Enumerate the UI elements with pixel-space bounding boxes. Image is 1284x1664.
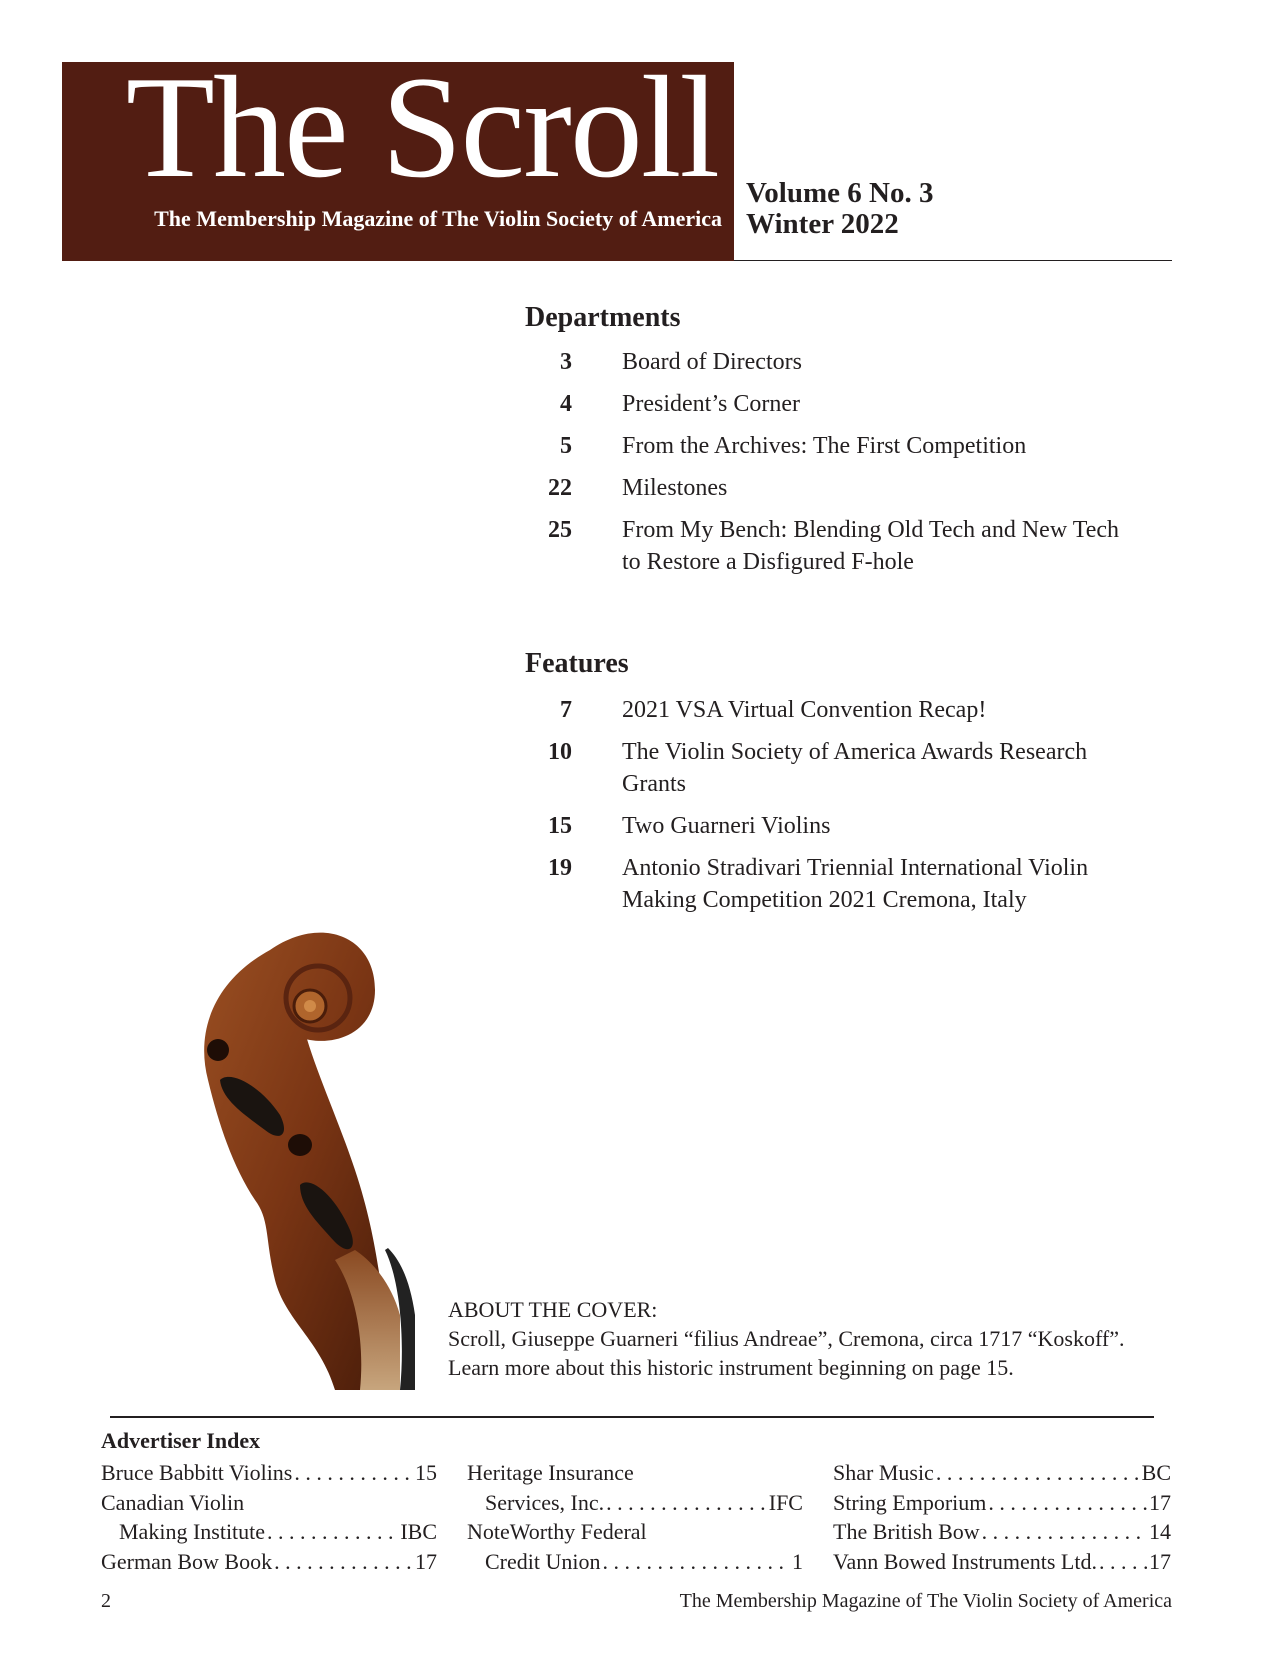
advertiser-entry[interactable] xyxy=(833,1458,1171,1488)
issue-season: Winter 2022 xyxy=(746,208,899,240)
toc-item[interactable] xyxy=(520,514,1160,578)
dot-leader xyxy=(294,1458,413,1488)
advertiser-entry[interactable] xyxy=(467,1458,803,1488)
advertiser-name: Services, Inc. xyxy=(485,1489,605,1515)
toc-page-number: 7 xyxy=(560,697,572,723)
advertiser-entry[interactable] xyxy=(467,1547,803,1577)
toc-item[interactable] xyxy=(520,430,1160,462)
advertiser-page: BC xyxy=(1141,1460,1171,1485)
issue-volume: Volume 6 No. 3 xyxy=(746,177,934,209)
toc-page-number: 22 xyxy=(548,475,572,501)
toc-page-number: 4 xyxy=(560,391,572,417)
footer-text: The Membership Magazine of The Violin Society of America xyxy=(679,1590,1172,1612)
toc-title: Two Guarneri Violins xyxy=(622,813,831,839)
advertiser-name: German Bow Book xyxy=(101,1548,273,1574)
header-divider xyxy=(734,260,1172,261)
dot-leader xyxy=(1099,1547,1147,1577)
advertiser-column xyxy=(467,1458,803,1576)
dot-leader xyxy=(274,1547,413,1577)
toc-page-number: 10 xyxy=(548,739,572,765)
advertiser-page: 17 xyxy=(415,1548,437,1574)
cover-caption-line: Learn more about this historic instrument beginning on page 15. xyxy=(448,1355,1014,1380)
about-the-cover xyxy=(448,1295,1124,1382)
cover-heading: ABOUT THE COVER: xyxy=(448,1297,658,1322)
masthead-banner xyxy=(62,46,734,261)
advertiser-page: 1 xyxy=(792,1548,803,1574)
advertiser-divider xyxy=(110,1416,1154,1418)
departments-list xyxy=(520,346,1160,578)
dot-leader xyxy=(267,1517,398,1547)
page-number: 2 xyxy=(101,1590,111,1612)
advertiser-name: Shar Music xyxy=(833,1460,934,1485)
toc-title: 2021 VSA Virtual Convention Recap! xyxy=(622,697,987,723)
toc-page-number: 15 xyxy=(548,813,572,839)
advertiser-page: IFC xyxy=(768,1489,803,1515)
advertiser-page: 17 xyxy=(1149,1548,1171,1574)
advertiser-column xyxy=(833,1458,1171,1576)
advertiser-column xyxy=(101,1458,437,1576)
features-heading: Features xyxy=(525,648,629,679)
advertiser-entry[interactable] xyxy=(101,1488,437,1518)
departments-heading: Departments xyxy=(525,302,681,333)
advertiser-index-heading: Advertiser Index xyxy=(101,1428,261,1453)
advertiser-name: Canadian Violin xyxy=(101,1489,245,1515)
issue-info xyxy=(746,178,933,240)
magazine-title: The Scroll xyxy=(125,46,718,208)
advertiser-entry[interactable] xyxy=(467,1517,803,1547)
advertiser-name: Bruce Babbitt Violins xyxy=(101,1460,293,1485)
toc-item[interactable] xyxy=(520,810,1160,842)
toc-title: The Violin Society of America Awards Research Grants xyxy=(622,739,1088,797)
toc-title: Milestones xyxy=(622,475,728,501)
advertiser-entry[interactable] xyxy=(833,1517,1171,1547)
toc-title: Antonio Stradivari Triennial International Violin Making Competition 2021 Cremona, Italy xyxy=(622,855,1089,913)
toc-item[interactable] xyxy=(520,694,1160,726)
advertiser-entry[interactable] xyxy=(467,1488,803,1518)
toc-item[interactable] xyxy=(520,346,1160,378)
advertiser-name: The British Bow xyxy=(833,1519,980,1544)
violin-scroll-image xyxy=(160,920,440,1390)
advertiser-name: Vann Bowed Instruments Ltd. xyxy=(833,1548,1097,1574)
toc-page-number: 3 xyxy=(560,349,572,375)
toc-item[interactable] xyxy=(520,388,1160,420)
toc-title: President’s Corner xyxy=(622,391,800,417)
advertiser-page: 14 xyxy=(1149,1519,1171,1544)
advertiser-page: 17 xyxy=(1149,1489,1171,1515)
toc-item[interactable] xyxy=(520,472,1160,504)
features-list xyxy=(520,694,1160,916)
magazine-subtitle: The Membership Magazine of The Violin Society of America xyxy=(154,206,722,231)
dot-leader xyxy=(936,1458,1140,1488)
advertiser-entry[interactable] xyxy=(833,1547,1171,1577)
advertiser-name: Credit Union xyxy=(485,1548,601,1574)
dot-leader xyxy=(606,1488,767,1518)
advertiser-page: IBC xyxy=(400,1519,437,1544)
toc-page-number: 25 xyxy=(548,517,572,543)
advertiser-entry[interactable] xyxy=(833,1488,1171,1518)
dot-leader xyxy=(982,1517,1147,1547)
toc-page-number: 5 xyxy=(560,433,572,459)
advertiser-entry[interactable] xyxy=(101,1547,437,1577)
toc-title: From the Archives: The First Competition xyxy=(622,433,1027,459)
toc-item[interactable] xyxy=(520,736,1160,800)
dot-leader xyxy=(603,1547,791,1577)
dot-leader xyxy=(988,1488,1147,1518)
advertiser-page: 15 xyxy=(415,1460,437,1485)
toc-title: From My Bench: Blending Old Tech and New Tech to Restore a Disfigured F-hole xyxy=(622,517,1120,575)
advertiser-name: String Emporium xyxy=(833,1489,987,1515)
advertiser-name: NoteWorthy Federal xyxy=(467,1519,647,1544)
advertiser-name: Making Institute xyxy=(119,1519,266,1544)
toc-title: Board of Directors xyxy=(622,349,802,375)
advertiser-name: Heritage Insurance xyxy=(467,1460,634,1485)
advertiser-entry[interactable] xyxy=(101,1517,437,1547)
cover-caption-line: Scroll, Giuseppe Guarneri “filius Andreae”, Cremona, circa 1717 “Koskoff”. xyxy=(448,1326,1125,1351)
toc-page-number: 19 xyxy=(548,855,572,881)
advertiser-entry[interactable] xyxy=(101,1458,437,1488)
toc-item[interactable] xyxy=(520,852,1160,916)
